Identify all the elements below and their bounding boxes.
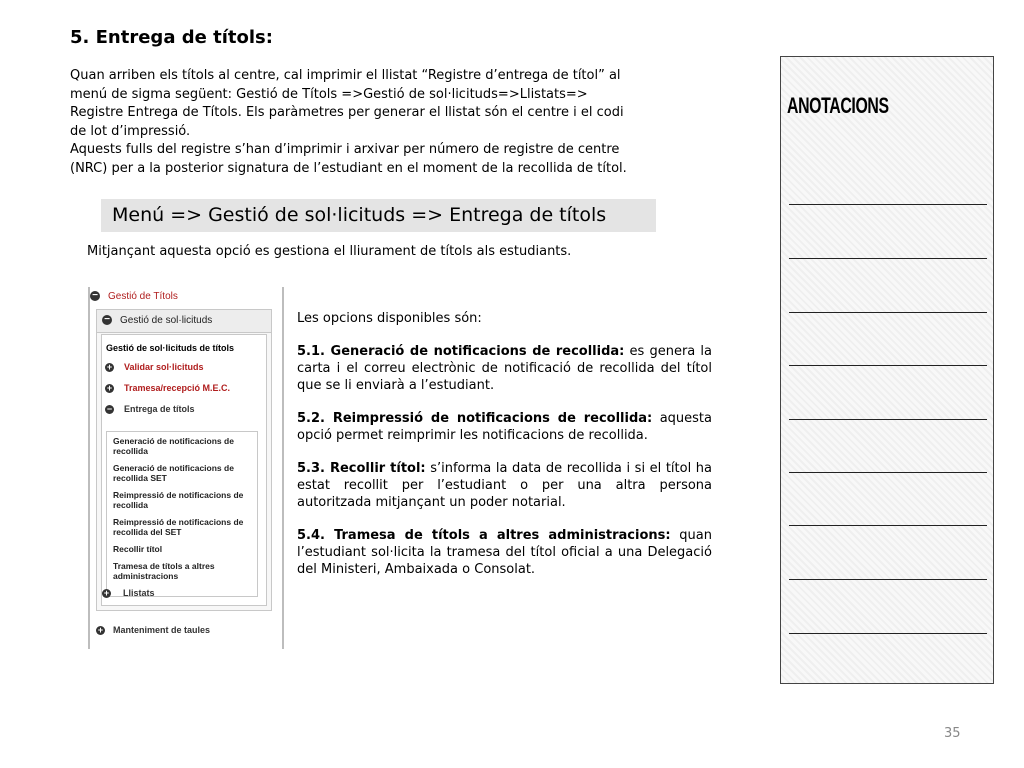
option-text: aquesta opció permet reimprimir les notificacions de recollida.: [297, 411, 712, 443]
tree-node-label: Entrega de títols: [124, 404, 195, 414]
tree-leaf-generacio-set[interactable]: Generació de notificacions de recollida SET: [113, 463, 234, 483]
option-item: [297, 410, 712, 444]
annotation-line: [789, 204, 987, 205]
annotation-line: [789, 579, 987, 580]
tree-level1-item[interactable]: [97, 310, 271, 333]
option-item: [297, 460, 712, 511]
intro-line: de lot d’impressió.: [70, 123, 191, 139]
tree-node-label: Manteniment de taules: [113, 625, 211, 635]
tree-leaf-reimpressio-set[interactable]: Reimpressió de notificacions de recollida del SET: [113, 517, 244, 537]
option-title: 5.2. Reimpressió de notificacions de recollida:: [297, 411, 653, 426]
tree-leaf-reimpressio[interactable]: Reimpressió de notificacions de recollida: [113, 490, 244, 510]
intro-line: menú de sigma següent: Gestió de Títols =>Gestió de sol·licituds=>Llistats=>: [70, 86, 588, 102]
menu-tree-screenshot: [88, 287, 284, 649]
expand-icon[interactable]: +: [106, 362, 113, 373]
tree-node-tramesa[interactable]: [102, 378, 266, 399]
annotation-line: [789, 419, 987, 420]
intro-line: (NRC) per a la posterior signatura de l’estudiant en el moment de la recollida de títol.: [70, 160, 627, 176]
tree-level2-panel: [101, 334, 267, 606]
intro-line: Aquests fulls del registre s’han d’imprimir i arxivar per número de registre de centre: [70, 142, 620, 157]
section-subtitle: Mitjançant aquesta opció es gestiona el lliurament de títols als estudiants.: [87, 244, 572, 259]
annotation-line: [789, 258, 987, 259]
annotation-line: [789, 312, 987, 313]
annotation-line: [789, 525, 987, 526]
expand-icon[interactable]: +: [97, 625, 104, 636]
expand-icon[interactable]: +: [106, 383, 113, 394]
tree-node-manteniment[interactable]: [96, 625, 210, 635]
expand-icon[interactable]: +: [103, 588, 110, 599]
collapse-icon[interactable]: −: [102, 315, 112, 325]
tree-level1-label: Gestió de sol·licituds: [120, 315, 213, 326]
tree-root-item[interactable]: [90, 287, 282, 307]
tree-node-entrega[interactable]: [102, 399, 266, 420]
tree-node-validar[interactable]: [102, 357, 266, 378]
tree-node-label: Llistats: [123, 588, 155, 598]
tree-leaf-panel: [106, 431, 258, 597]
option-item: [297, 527, 712, 578]
option-title: 5.1. Generació de notificacions de recollida:: [297, 344, 625, 359]
annotations-panel: [780, 56, 994, 684]
options-lead: Les opcions disponibles són:: [297, 311, 482, 326]
annotations-title: ANOTACIONS: [787, 93, 889, 118]
option-title: 5.3. Recollir títol:: [297, 461, 426, 476]
tree-level2-header: Gestió de sol·licituds de títols: [106, 343, 235, 353]
intro-line: Registre Entrega de Títols. Els paràmetres per generar el llistat són el centre i el codi: [70, 105, 624, 120]
tree-level1-panel: [96, 309, 272, 611]
tree-leaf-tramesa-altres[interactable]: Tramesa de títols a altres administracions: [113, 561, 215, 581]
section-title: 5. Entrega de títols:: [70, 27, 273, 48]
tree-leaf-recollir[interactable]: Recollir títol: [113, 544, 163, 554]
option-text: es genera la carta i el correu electrònic de notificació de recollida del títol que se li enviarà a l’estudiant.: [297, 344, 712, 393]
page-number: 35: [944, 726, 961, 741]
collapse-icon[interactable]: −: [106, 404, 113, 415]
menu-path-banner: Menú => Gestió de sol·licituds => Entrega de títols: [101, 199, 656, 232]
intro-line: Quan arriben els títols al centre, cal imprimir el llistat “Registre d’entrega de títol” al: [70, 68, 621, 83]
options-section: [297, 310, 712, 594]
option-item: [297, 343, 712, 394]
tree-leaf-generacio[interactable]: Generació de notificacions de recollida: [113, 436, 234, 456]
annotation-line: [789, 633, 987, 634]
option-text: s’informa la data de recollida i si el títol ha estat recollit per l’estudiant o per una altra persona autoritzada mitjançant un poder notarial.: [297, 461, 712, 510]
annotation-line: [789, 472, 987, 473]
option-text: quan l’estudiant sol·licita la tramesa del títol oficial a una Delegació del Ministeri, Ambaixada o Consolat.: [297, 528, 712, 577]
tree-node-label: Tramesa/recepció M.E.C.: [124, 383, 231, 393]
annotation-line: [789, 365, 987, 366]
tree-root-label: Gestió de Títols: [108, 291, 178, 302]
tree-node-label: Validar sol·licituds: [124, 362, 204, 372]
collapse-icon[interactable]: −: [90, 291, 100, 301]
option-title: 5.4. Tramesa de títols a altres administracions:: [297, 528, 671, 543]
intro-paragraph: [70, 67, 730, 178]
tree-node-llistats[interactable]: [102, 588, 155, 598]
